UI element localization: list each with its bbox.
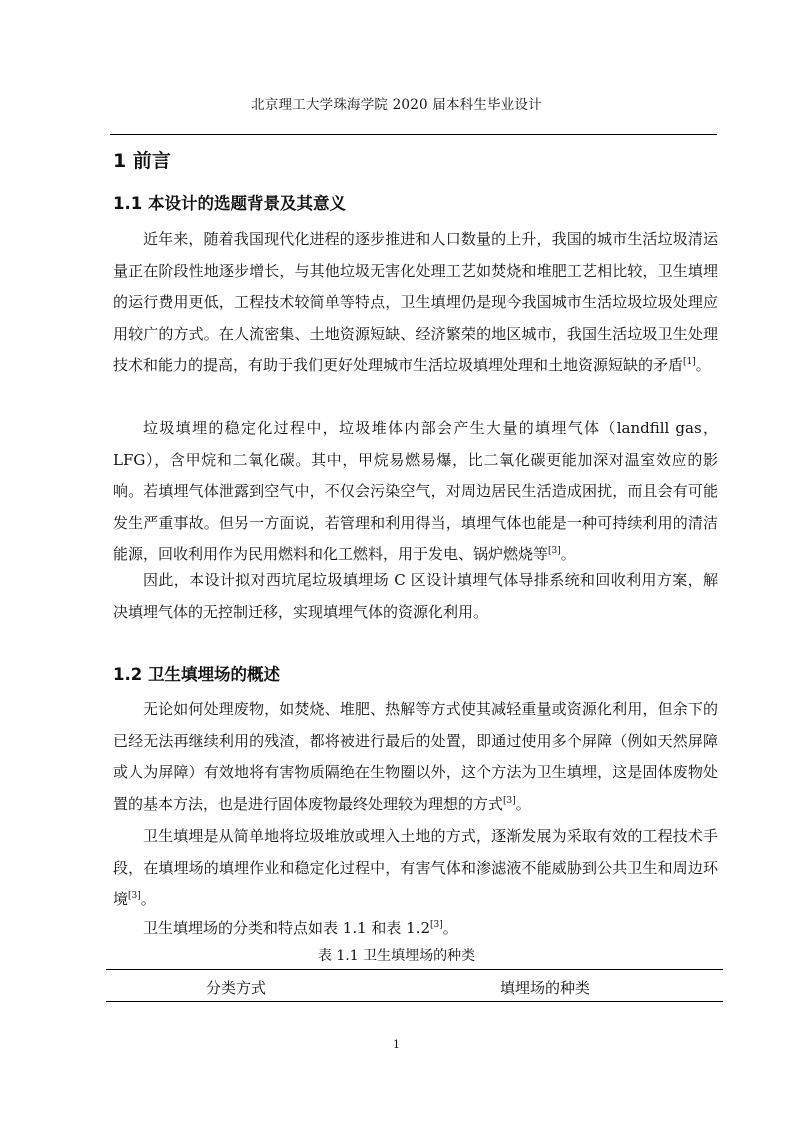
paragraph-text: 卫生填埋场的分类和特点如表 1.1 和表 1.2 bbox=[143, 919, 431, 937]
paragraph-end: 。 bbox=[442, 919, 458, 937]
paragraph-1-2-1 bbox=[113, 694, 718, 820]
citation: [3] bbox=[128, 891, 141, 901]
paragraph-end: 。 bbox=[515, 794, 531, 813]
table-caption: 表 1.1 卫生填埋场的种类 bbox=[317, 948, 476, 964]
chapter-heading: 1 前言 bbox=[113, 150, 171, 172]
paragraph-1-2-2 bbox=[113, 821, 718, 916]
paragraph-text: 近年来，随着我国现代化进程的逐步推进和人口数量的上升，我国的城市生活垃圾清运量正在阶段性地逐步增长，与其他垃圾无害化处理工艺如焚烧和堆肥工艺相比较，卫生填埋的运行费用更低，工程技术较简单等特点，卫生填埋仍是现今我国城市生活垃圾垃圾处理应用较广的方式。在人流密集、土地资源短缺、经济繁荣的地区城市，我国生活垃圾卫生处理技术和能力的提高，有助于我们更好处理城市生活垃圾填埋处理和土地资源短缺的矛盾 bbox=[113, 230, 718, 374]
paragraph-text: 卫生填埋是从简单地将垃圾堆放或埋入土地的方式，逐渐发展为采取有效的工程技术手段，在填埋场的填埋作业和稳定化过程中，有害气体和渗滤液不能威胁到公共卫生和周边环境 bbox=[113, 827, 718, 908]
citation: [3] bbox=[548, 546, 561, 556]
citation: [3] bbox=[503, 795, 516, 806]
paragraph-end: 。 bbox=[140, 890, 156, 908]
paragraph-1-1-1 bbox=[113, 224, 718, 382]
paragraph-1-1-3: 因此，本设计拟对西坑尾垃圾填埋场 C 区设计填埋气体导排系统和回收利用方案，解决填埋气体的无控制迁移，实现填埋气体的资源化利用。 bbox=[113, 571, 718, 621]
paragraph-end: 。 bbox=[560, 545, 576, 563]
paragraph-text: 垃圾填埋的稳定化过程中，垃圾堆体内部会产生大量的填埋气体（landfill gas，LFG），含甲烷和二氧化碳。其中，甲烷易燃易爆，比二氧化碳更能加深对温室效应的影响。若填埋气体泄露到空气中，不仅会污染空气，对周边居民生活造成困扰，而且会有可能发生严重事故。但另一方面说，若管理和利用得当，填埋气体也能是一种可持续利用的清洁能源，回收利用作为民用燃料和化工燃料，用于发电、锅炉燃烧等 bbox=[113, 419, 718, 563]
table-header-landfill-type: 填埋场的种类 bbox=[500, 979, 591, 997]
citation: [3] bbox=[430, 920, 443, 930]
paragraph-1-1-2 bbox=[113, 413, 718, 571]
citation: [1] bbox=[683, 357, 696, 367]
paragraph-end: 。 bbox=[695, 356, 711, 374]
paragraph-text: 无论如何处理废物，如焚烧、堆肥、热解等方式使其减轻重量或资源化利用，但余下的已经无法再继续利用的残渣，都将被进行最后的处置，即通过使用多个屏障（例如天然屏障或人为屏障）有效地将有害物质隔绝在生物圈以外，这个方法为卫生填埋，这是固体废物处置的基本方法，也是进行固体废物最终处理较为理想的方式 bbox=[113, 700, 718, 813]
table-header-rule bbox=[106, 1001, 723, 1002]
table-top-rule bbox=[106, 969, 723, 970]
section-heading-1-1: 1.1 本设计的选题背景及其意义 bbox=[113, 194, 346, 213]
header-rule bbox=[110, 134, 717, 135]
section-heading-1-2: 1.2 卫生填埋场的概述 bbox=[113, 665, 280, 684]
paragraph-1-2-3 bbox=[113, 913, 718, 945]
page-number: 1 bbox=[393, 1038, 400, 1051]
running-header: 北京理工大学珠海学院 2020 届本科生毕业设计 bbox=[251, 97, 542, 113]
table-header-classification: 分类方式 bbox=[206, 979, 267, 997]
